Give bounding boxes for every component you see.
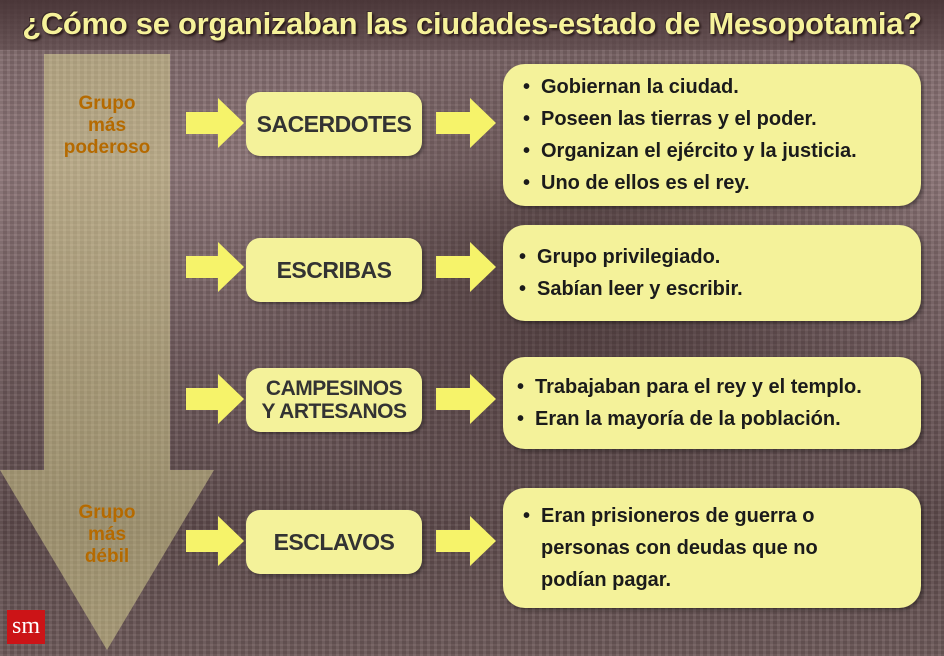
group-name: ESCLAVOS [273, 529, 395, 555]
desc-campesinos-artesanos [503, 357, 921, 449]
list-item: • Eran prisioneros de guerra o personas con deudas que no podían pagar. [523, 505, 818, 591]
group-escribas [246, 238, 422, 302]
desc-esclavos [503, 488, 921, 608]
arrow-sacerdotes-desc [436, 98, 496, 148]
arrow-to-campesinos [186, 374, 244, 424]
bottom-group-label [48, 502, 166, 568]
bottom-label-line: débil [84, 546, 130, 567]
group-sacerdotes [246, 92, 422, 156]
list-item: • Sabían leer y escribir. [519, 278, 743, 300]
list-item: • Organizan el ejército y la justicia. [523, 140, 857, 162]
desc-sacerdotes [503, 64, 921, 206]
diagram-title: ¿Cómo se organizaban las ciudades-estado de Mesopotamia? [22, 6, 922, 41]
list-item: • Trabajaban para el rey y el templo. [517, 376, 862, 398]
arrow-to-escribas [186, 242, 244, 292]
bottom-label-line: más [87, 524, 127, 545]
top-label-line: Grupo [78, 93, 136, 114]
arrow-to-sacerdotes [186, 98, 244, 148]
arrow-escribas-desc [436, 242, 496, 292]
top-group-label [48, 93, 166, 159]
list-item: • Eran la mayoría de la población. [517, 408, 841, 430]
group-name-line: Y ARTESANOS [261, 400, 407, 423]
arrow-campesinos-desc [436, 374, 496, 424]
top-label-line: poderoso [63, 137, 151, 158]
arrow-to-esclavos [186, 516, 244, 566]
list-item: • Gobiernan la ciudad. [523, 76, 739, 98]
bottom-label-line: Grupo [78, 502, 136, 523]
list-item: • Grupo privilegiado. [519, 246, 721, 268]
arrow-esclavos-desc [436, 516, 496, 566]
desc-escribas [503, 225, 921, 321]
list-item: • Uno de ellos es el rey. [523, 172, 750, 194]
top-label-line: más [87, 115, 127, 136]
group-esclavos [246, 510, 422, 574]
group-name: ESCRIBAS [276, 257, 392, 283]
list-item: • Poseen las tierras y el poder. [523, 108, 817, 130]
sm-logo: sm [7, 610, 45, 644]
group-name: SACERDOTES [256, 111, 412, 137]
group-name-line: CAMPESINOS [265, 377, 403, 400]
group-campesinos-artesanos [246, 368, 422, 432]
